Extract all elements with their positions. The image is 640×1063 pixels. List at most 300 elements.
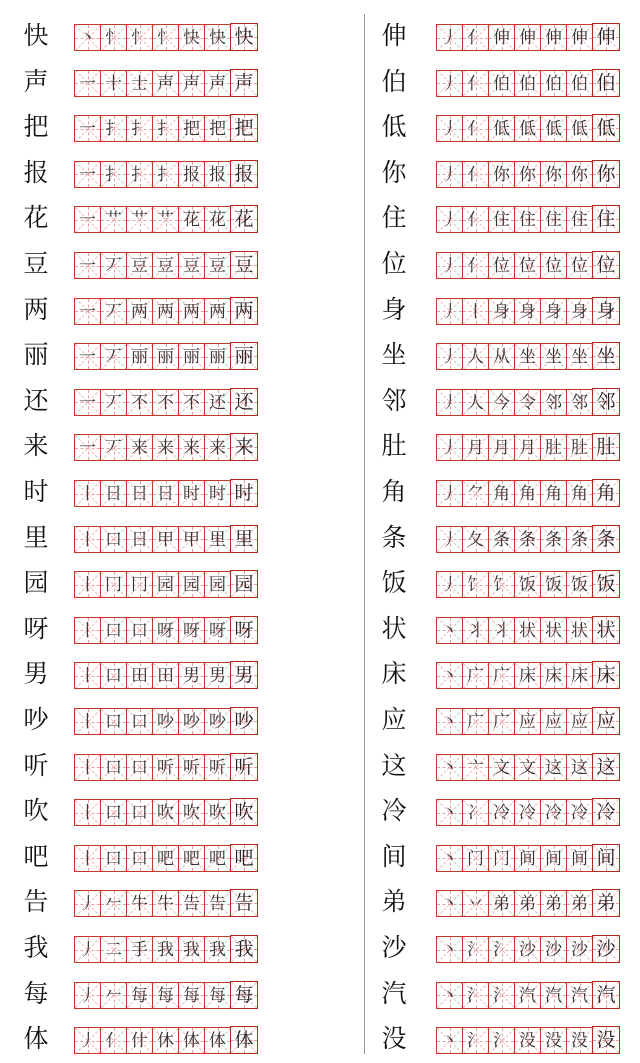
stroke-step-glyph: 丬 <box>467 620 484 641</box>
stroke-step-box <box>540 480 567 507</box>
stroke-step-glyph: 呀 <box>183 620 200 641</box>
stroke-step-box <box>204 1027 231 1054</box>
stroke-step-glyph: 丿 <box>79 940 96 960</box>
stroke-step-glyph: 伯 <box>571 73 588 94</box>
final-character-box <box>592 160 620 188</box>
stroke-step-glyph: 低 <box>545 119 562 140</box>
stroke-order-sequence <box>436 298 619 325</box>
stroke-step-glyph: 角 <box>545 484 562 504</box>
stroke-step-box <box>488 161 515 188</box>
stroke-step-box <box>488 617 515 644</box>
stroke-step-box <box>178 571 205 598</box>
stroke-step-box <box>74 617 101 644</box>
stroke-step-glyph: 伯 <box>493 73 510 94</box>
stroke-step-glyph: 丷 <box>467 894 484 915</box>
stroke-step-glyph: 豆 <box>209 256 226 276</box>
stroke-step-glyph: 不 <box>157 392 174 413</box>
stroke-step-box <box>566 617 593 644</box>
stroke-step-box <box>462 298 489 325</box>
stroke-step-box <box>514 434 541 461</box>
stroke-step-box <box>152 708 179 735</box>
column-divider <box>364 14 365 1054</box>
stroke-step-box <box>566 298 593 325</box>
stroke-step-glyph: 肚 <box>571 438 588 459</box>
stroke-step-glyph: 丶 <box>79 28 96 48</box>
stroke-step-box <box>436 982 463 1009</box>
stroke-step-box <box>514 1027 541 1054</box>
stroke-step-glyph: 丨 <box>79 712 96 732</box>
stroke-step-glyph: 声 <box>209 73 226 94</box>
stroke-step-glyph: 扌 <box>131 164 148 185</box>
stroke-step-glyph: 𠂉 <box>105 894 122 915</box>
final-character-box <box>592 342 620 370</box>
stroke-step-glyph: 伯 <box>596 71 616 94</box>
stroke-step-glyph: 口 <box>105 529 122 550</box>
stroke-step-glyph: 二 <box>105 940 122 960</box>
stroke-step-box <box>436 70 463 97</box>
stroke-step-box <box>204 298 231 325</box>
stroke-step-glyph: 口 <box>105 666 122 687</box>
stroke-order-sequence <box>436 982 619 1009</box>
stroke-order-sequence <box>436 754 619 781</box>
character-label: 汽 <box>381 978 407 1008</box>
stroke-step-glyph: 冷 <box>545 803 562 824</box>
stroke-step-box <box>204 434 231 461</box>
stroke-step-glyph: 汽 <box>596 983 616 1006</box>
stroke-step-glyph: 条 <box>545 529 562 550</box>
stroke-order-sequence <box>74 982 257 1009</box>
stroke-step-glyph: 来 <box>131 438 148 459</box>
character-label: 应 <box>381 705 407 734</box>
stroke-step-glyph: 吵 <box>234 710 254 732</box>
stroke-step-box <box>436 115 463 142</box>
stroke-step-box <box>462 161 489 188</box>
stroke-step-box <box>436 480 463 507</box>
stroke-step-box <box>514 662 541 689</box>
stroke-step-glyph: 冷 <box>596 801 616 824</box>
stroke-step-box <box>488 708 515 735</box>
stroke-step-glyph: 亻 <box>467 28 484 48</box>
stroke-step-glyph: 丿 <box>441 164 458 185</box>
stroke-step-glyph: 低 <box>571 119 588 140</box>
stroke-step-box <box>178 708 205 735</box>
stroke-order-sequence <box>436 799 619 826</box>
character-label: 饭 <box>381 568 407 598</box>
stroke-step-box <box>488 115 515 142</box>
stroke-step-glyph: 条 <box>493 529 510 550</box>
stroke-step-glyph: 吧 <box>183 848 200 869</box>
stroke-step-box <box>462 434 489 461</box>
stroke-step-box <box>462 526 489 553</box>
stroke-order-sequence <box>436 434 619 461</box>
character-label: 吵 <box>23 705 49 734</box>
stroke-step-glyph: 一 <box>79 438 96 459</box>
stroke-step-glyph: 艹 <box>131 210 148 231</box>
stroke-step-box <box>74 799 101 826</box>
character-label: 冷 <box>381 796 407 826</box>
character-label: 身 <box>381 294 407 324</box>
stroke-step-glyph: 花 <box>183 210 200 231</box>
final-character-box <box>230 23 258 51</box>
final-character-box <box>230 753 258 781</box>
stroke-step-glyph: 每 <box>183 985 200 1006</box>
stroke-step-glyph: 声 <box>183 73 200 94</box>
stroke-step-box <box>100 617 127 644</box>
character-label: 弟 <box>381 887 407 917</box>
stroke-step-box <box>514 298 541 325</box>
stroke-step-box <box>540 754 567 781</box>
stroke-step-box <box>126 70 153 97</box>
stroke-step-glyph: 弟 <box>596 892 616 915</box>
stroke-step-glyph: 你 <box>519 164 536 185</box>
stroke-step-glyph: 吵 <box>209 712 226 732</box>
stroke-step-box <box>540 526 567 553</box>
stroke-step-glyph: 呀 <box>234 618 254 641</box>
stroke-step-glyph: 位 <box>493 256 510 276</box>
final-character-box <box>592 297 620 325</box>
stroke-step-glyph: 艹 <box>105 210 122 231</box>
stroke-step-glyph: 丨 <box>79 529 96 550</box>
stroke-step-box <box>152 70 179 97</box>
stroke-step-glyph: 沙 <box>545 940 562 960</box>
stroke-step-glyph: 甲 <box>183 529 200 550</box>
character-label: 把 <box>23 112 49 142</box>
stroke-step-glyph: 口 <box>105 848 122 869</box>
stroke-step-glyph: 亻 <box>467 210 484 231</box>
stroke-order-sequence <box>74 24 257 51</box>
stroke-step-box <box>126 480 153 507</box>
stroke-step-box <box>540 662 567 689</box>
stroke-order-sequence <box>436 343 619 370</box>
stroke-step-glyph: 没 <box>596 1029 616 1052</box>
stroke-step-box <box>152 24 179 51</box>
final-character-box <box>592 661 620 689</box>
stroke-step-glyph: 丆 <box>105 256 122 276</box>
stroke-step-box <box>100 890 127 917</box>
stroke-step-box <box>100 1027 127 1054</box>
stroke-step-glyph: 身 <box>519 301 536 322</box>
stroke-step-box <box>126 1027 153 1054</box>
stroke-step-box <box>204 24 231 51</box>
stroke-step-glyph: 田 <box>157 666 174 687</box>
stroke-step-box <box>74 845 101 872</box>
stroke-step-box <box>462 662 489 689</box>
stroke-step-box <box>100 708 127 735</box>
stroke-step-glyph: 伸 <box>493 28 510 48</box>
stroke-step-glyph: 月 <box>493 438 510 459</box>
stroke-step-glyph: 丶 <box>441 803 458 824</box>
stroke-step-glyph: 休 <box>157 1031 174 1052</box>
stroke-step-box <box>126 662 153 689</box>
character-label: 来 <box>23 431 49 461</box>
stroke-step-glyph: 亻 <box>467 256 484 276</box>
stroke-step-glyph: 令 <box>519 392 536 413</box>
stroke-order-sequence <box>74 526 257 553</box>
final-character-box <box>592 798 620 826</box>
stroke-step-glyph: 亠 <box>467 757 484 778</box>
stroke-step-box <box>204 982 231 1009</box>
stroke-step-glyph: 冷 <box>519 803 536 824</box>
stroke-step-box <box>436 434 463 461</box>
stroke-step-glyph: 一 <box>79 73 96 94</box>
stroke-step-glyph: 什 <box>131 1031 148 1052</box>
stroke-step-box <box>514 936 541 963</box>
character-label: 你 <box>381 157 407 187</box>
stroke-order-sequence <box>74 343 257 370</box>
stroke-step-glyph: 丆 <box>105 392 122 413</box>
stroke-step-box <box>488 389 515 416</box>
final-character-box <box>230 160 258 188</box>
stroke-step-box <box>204 161 231 188</box>
stroke-step-glyph: 告 <box>209 894 226 915</box>
stroke-step-box <box>566 845 593 872</box>
stroke-step-box <box>178 161 205 188</box>
stroke-step-box <box>152 434 179 461</box>
stroke-step-glyph: 吹 <box>157 803 174 824</box>
stroke-step-box <box>178 662 205 689</box>
stroke-step-glyph: 身 <box>493 301 510 322</box>
stroke-step-glyph: 状 <box>519 620 536 641</box>
stroke-order-sequence <box>436 845 619 872</box>
stroke-step-glyph: 口 <box>131 803 148 824</box>
final-character-box <box>592 114 620 142</box>
stroke-step-box <box>540 571 567 598</box>
stroke-step-glyph: 文 <box>519 757 536 778</box>
character-label: 还 <box>23 385 49 415</box>
final-character-box <box>592 525 620 553</box>
stroke-step-glyph: 人 <box>467 392 484 413</box>
stroke-step-box <box>566 24 593 51</box>
stroke-step-glyph: 口 <box>131 712 148 732</box>
stroke-step-glyph: 沙 <box>571 940 588 960</box>
stroke-step-box <box>462 343 489 370</box>
stroke-step-box <box>540 845 567 872</box>
stroke-step-glyph: 一 <box>79 347 96 368</box>
final-character-box <box>230 844 258 872</box>
stroke-step-glyph: 口 <box>131 757 148 778</box>
stroke-step-box <box>204 526 231 553</box>
character-label: 听 <box>23 750 49 780</box>
stroke-step-glyph: 角 <box>493 484 510 504</box>
character-label: 里 <box>23 522 49 552</box>
stroke-step-glyph: 丶 <box>441 712 458 732</box>
stroke-step-box <box>152 799 179 826</box>
character-label: 坐 <box>381 340 407 370</box>
stroke-step-glyph: 坐 <box>571 347 588 368</box>
stroke-step-glyph: 听 <box>209 757 226 778</box>
stroke-step-glyph: 亻 <box>467 164 484 185</box>
stroke-step-box <box>566 389 593 416</box>
character-label: 声 <box>23 66 49 96</box>
stroke-step-box <box>462 389 489 416</box>
stroke-step-glyph: 丆 <box>105 438 122 459</box>
stroke-step-glyph: 今 <box>493 392 510 413</box>
stroke-step-glyph: 快 <box>209 28 226 48</box>
stroke-step-box <box>462 206 489 233</box>
stroke-step-glyph: 条 <box>596 527 616 550</box>
stroke-step-glyph: 口 <box>131 848 148 869</box>
stroke-step-box <box>178 70 205 97</box>
stroke-step-glyph: 应 <box>571 712 588 732</box>
final-character-box <box>592 616 620 644</box>
stroke-step-box <box>74 708 101 735</box>
stroke-order-sequence <box>74 571 257 598</box>
stroke-step-box <box>540 70 567 97</box>
stroke-step-box <box>462 845 489 872</box>
stroke-step-box <box>436 298 463 325</box>
character-label: 伸 <box>381 21 407 50</box>
stroke-step-glyph: 我 <box>183 940 200 960</box>
stroke-step-box <box>488 845 515 872</box>
stroke-step-glyph: 床 <box>596 664 616 687</box>
stroke-step-glyph: 告 <box>183 894 200 915</box>
stroke-step-glyph: 伯 <box>545 73 562 94</box>
stroke-step-glyph: 这 <box>545 757 562 778</box>
stroke-step-box <box>100 526 127 553</box>
stroke-step-glyph: 你 <box>571 164 588 185</box>
stroke-step-box <box>74 526 101 553</box>
character-label: 这 <box>381 750 407 780</box>
stroke-step-glyph: 丽 <box>209 347 226 368</box>
stroke-step-glyph: 条 <box>519 529 536 550</box>
stroke-step-glyph: 口 <box>105 620 122 641</box>
stroke-step-glyph: 丽 <box>234 345 254 368</box>
stroke-step-box <box>540 206 567 233</box>
character-label: 我 <box>23 933 49 962</box>
stroke-step-box <box>74 754 101 781</box>
stroke-step-box <box>540 434 567 461</box>
stroke-step-glyph: 文 <box>493 757 510 778</box>
stroke-step-box <box>566 206 593 233</box>
stroke-step-glyph: 把 <box>183 119 200 140</box>
stroke-step-box <box>152 161 179 188</box>
stroke-step-box <box>204 206 231 233</box>
stroke-step-box <box>566 662 593 689</box>
stroke-step-glyph: 丶 <box>441 894 458 915</box>
stroke-step-glyph: 一 <box>79 301 96 322</box>
stroke-step-box <box>462 1027 489 1054</box>
stroke-step-box <box>488 24 515 51</box>
stroke-step-glyph: 十 <box>105 73 122 94</box>
stroke-step-glyph: 你 <box>493 164 510 185</box>
stroke-step-box <box>126 526 153 553</box>
stroke-step-box <box>100 343 127 370</box>
stroke-step-box <box>178 526 205 553</box>
stroke-step-glyph: 位 <box>545 256 562 276</box>
stroke-step-box <box>436 1027 463 1054</box>
stroke-step-box <box>152 936 179 963</box>
final-character-box <box>592 707 620 735</box>
stroke-step-glyph: 丨 <box>79 666 96 687</box>
stroke-step-glyph: 告 <box>234 892 254 915</box>
stroke-step-glyph: 邻 <box>596 390 616 413</box>
stroke-step-box <box>178 343 205 370</box>
stroke-step-glyph: 每 <box>209 985 226 1006</box>
stroke-step-box <box>514 115 541 142</box>
stroke-step-box <box>540 799 567 826</box>
character-label: 条 <box>381 522 407 552</box>
stroke-step-glyph: 饭 <box>571 575 588 596</box>
stroke-step-glyph: 体 <box>209 1031 226 1052</box>
stroke-step-box <box>126 24 153 51</box>
stroke-order-sequence <box>74 754 257 781</box>
stroke-step-glyph: 不 <box>183 392 200 413</box>
stroke-step-box <box>462 24 489 51</box>
character-label: 肚 <box>381 431 407 461</box>
stroke-step-box <box>152 662 179 689</box>
stroke-step-glyph: 听 <box>157 757 174 778</box>
stroke-step-glyph: 氵 <box>493 940 510 960</box>
stroke-step-box <box>74 480 101 507</box>
stroke-step-glyph: 丨 <box>467 301 484 322</box>
stroke-step-box <box>152 115 179 142</box>
stroke-step-glyph: 没 <box>571 1031 588 1052</box>
stroke-step-box <box>514 526 541 553</box>
final-character-box <box>230 889 258 917</box>
stroke-step-box <box>488 1027 515 1054</box>
stroke-step-box <box>74 982 101 1009</box>
stroke-step-glyph: 每 <box>234 983 254 1006</box>
stroke-step-glyph: 饣 <box>493 575 510 596</box>
stroke-step-glyph: 口 <box>105 757 122 778</box>
stroke-step-box <box>152 754 179 781</box>
stroke-step-glyph: 扌 <box>131 119 148 140</box>
stroke-step-glyph: 园 <box>183 575 200 596</box>
stroke-step-box <box>126 845 153 872</box>
stroke-step-box <box>204 845 231 872</box>
stroke-step-glyph: 角 <box>596 482 616 504</box>
stroke-step-box <box>540 982 567 1009</box>
stroke-step-glyph: 状 <box>596 618 616 641</box>
stroke-step-box <box>540 252 567 279</box>
stroke-step-box <box>436 161 463 188</box>
stroke-step-box <box>436 206 463 233</box>
stroke-step-glyph: 应 <box>596 710 616 732</box>
stroke-step-box <box>488 754 515 781</box>
stroke-step-box <box>126 161 153 188</box>
stroke-step-glyph: 来 <box>183 438 200 459</box>
stroke-step-glyph: ⺈ <box>467 484 484 504</box>
stroke-step-box <box>204 708 231 735</box>
stroke-step-box <box>126 434 153 461</box>
stroke-step-box <box>566 70 593 97</box>
stroke-step-box <box>178 845 205 872</box>
stroke-step-glyph: 豆 <box>157 256 174 276</box>
stroke-step-glyph: 坐 <box>596 345 616 368</box>
character-label: 时 <box>23 477 49 506</box>
stroke-order-sequence <box>436 24 619 51</box>
stroke-step-glyph: 日 <box>131 484 148 504</box>
character-label: 花 <box>23 203 49 233</box>
stroke-step-box <box>436 936 463 963</box>
stroke-step-glyph: 沙 <box>519 940 536 960</box>
stroke-step-box <box>514 161 541 188</box>
stroke-step-glyph: 丿 <box>441 392 458 413</box>
stroke-step-box <box>74 936 101 963</box>
stroke-step-glyph: 吧 <box>234 846 254 869</box>
stroke-step-glyph: 园 <box>157 575 174 596</box>
stroke-step-box <box>100 298 127 325</box>
stroke-step-glyph: 呀 <box>157 620 174 641</box>
stroke-step-box <box>126 982 153 1009</box>
stroke-step-glyph: 报 <box>234 162 254 185</box>
stroke-step-box <box>566 936 593 963</box>
final-character-box <box>230 297 258 325</box>
stroke-step-box <box>436 252 463 279</box>
stroke-step-box <box>178 617 205 644</box>
final-character-box <box>592 388 620 416</box>
stroke-step-box <box>100 799 127 826</box>
